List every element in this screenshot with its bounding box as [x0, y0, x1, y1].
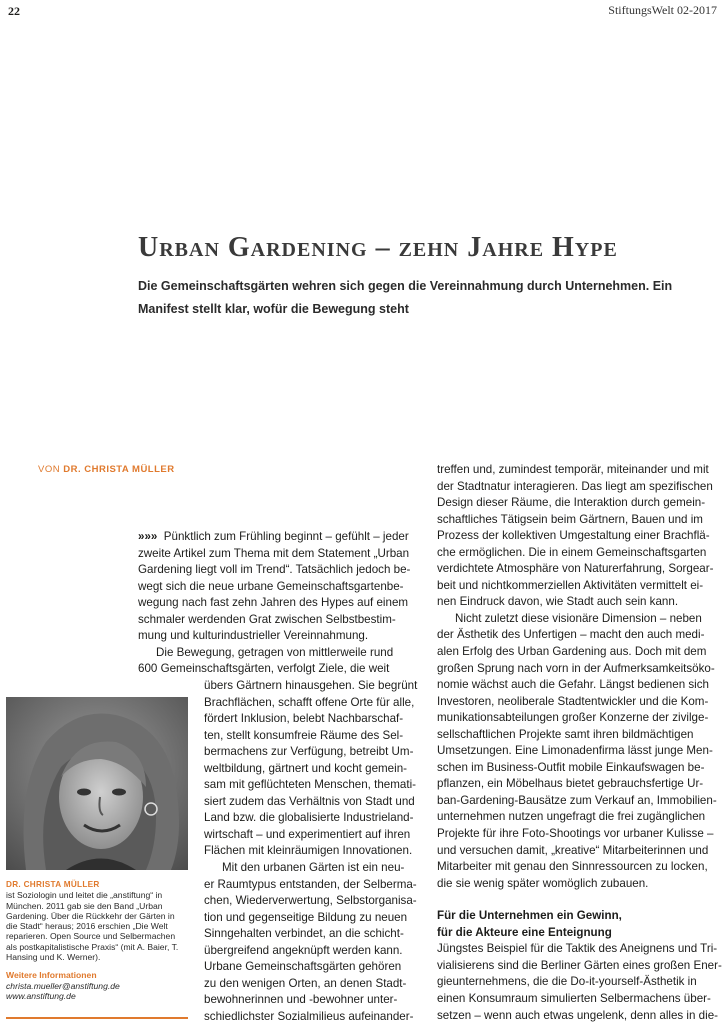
running-head: StiftungsWelt 02-2017: [608, 3, 717, 17]
author-bio: [6, 880, 188, 1001]
column-b: [437, 462, 722, 1024]
text-line: alen Erfolg des Urban Gardening aus. Doch mit dem: [437, 645, 707, 659]
text-line: Brachflächen, schafft offene Orte für alle,: [204, 695, 415, 709]
text-line: wirtschaft – und experimentiert auf ihren: [204, 827, 411, 841]
text-line: weltbildung, gärtnert und kocht gemein-: [204, 761, 408, 775]
text-line: nomie wächst auch die Gefahr. Längst bedienen sich: [437, 678, 709, 692]
text-line: übers Gärtnern hinausgehen. Sie begrünt: [204, 679, 418, 692]
text-line: Gardening liegt voll im Trend“. Tatsächlich jedoch be-: [138, 563, 411, 577]
column-a-top: [138, 529, 421, 678]
text-line: großen Sprung nach vorn in der Aufmerksamkeitsöko-: [437, 661, 715, 675]
text-line: bermachens zur Verfügung, betreibt Um-: [204, 745, 414, 759]
text-line: munikationsabteilungen großer Konzerne der zivilge-: [437, 711, 709, 725]
text-line: ten, stellt konsumfreie Räume des Sel-: [204, 728, 404, 742]
text-line: tion und gegenseitige Bildung zu neuen: [204, 910, 408, 924]
text-line: er Raumtypus entstanden, der Selberma-: [204, 877, 417, 891]
text-line: Umsetzungen. Eine Limonadenfirma lässt junge Men-: [437, 744, 713, 758]
text-line: schaftliches Tätigsein beim Gärtnern, Bauen und im: [437, 512, 703, 526]
article-title: Urban Gardening – zehn Jahre Hype: [138, 232, 618, 263]
text-line: unternehmen nutzen ungefragt die frei zugänglichen: [437, 810, 706, 824]
text-line: Design dieser Räume, die Interaktion durch gemein-: [437, 496, 706, 510]
text-line: Urbane Gemeinschaftsgärten gehören: [204, 960, 402, 974]
text-line: der Ästhetik des Unfertigen – macht den auch medi-: [437, 628, 705, 642]
text-line: einen Konsumraum simulierten Selbermachens über-: [437, 991, 711, 1005]
text-line: ban-Gardening-Bausätze zum Verkauf an, Immobilien-: [437, 793, 717, 807]
text-line: bewohnerinnen und -bewohner unter-: [204, 993, 398, 1007]
text-line: sam mit geflüchteten Menschen, themati-: [204, 778, 417, 792]
text-line: Flächen mit kleinräumigen Innovationen.: [204, 844, 413, 858]
text-line: zu den wenigen Orten, an denen Stadt-: [204, 976, 407, 990]
author-portrait-image: [6, 697, 188, 870]
text-line: Sinngehalten verbindet, an die schicht-: [204, 927, 404, 941]
text-line: siert zudem das Verhältnis von Stadt und: [204, 794, 415, 808]
text-line: zweite Artikel zum Thema mit dem Statement „Urban: [138, 546, 410, 560]
more-info-label: Weitere Informationen: [6, 970, 97, 981]
text-line: Investoren, neoliberale Stadtentwickler und die Kom-: [437, 694, 709, 708]
column-a-narrow: [204, 678, 421, 1024]
text-line: vialisierens sind die Berliner Gärten eines großen Ener-: [437, 958, 722, 972]
text-line: Mitarbeiter mit genau den Sinnressourcen zu locken,: [437, 860, 708, 874]
bio-divider: [6, 1017, 188, 1019]
email-link[interactable]: christa.mueller@anstiftung.de: [6, 980, 120, 991]
text-line: che ermöglichen. Die in einem Gemeinschaftsgarten: [437, 545, 707, 559]
text-line: Jüngstes Beispiel für die Taktik des Aneignens und Tri-: [437, 942, 718, 956]
text-line: Land bzw. die globalisierte Industrieland-: [204, 811, 414, 825]
text-line: 600 Gemeinschaftsgärten, verfolgt Ziele, die weit: [138, 662, 390, 676]
text-line: wegt sich die neue urbane Gemeinschaftsgartenbe-: [138, 579, 404, 593]
text-line: verdichtete Atmosphäre von Naturerfahrung, Sorgear-: [437, 562, 714, 576]
text-line: schmaler werdenden Grat zwischen Selbstbestim-: [138, 612, 396, 626]
byline-author: DR. CHRISTA MÜLLER: [63, 464, 175, 475]
text-line: übergreifend angeknüpft werden kann.: [204, 943, 403, 957]
author-photo: [6, 697, 188, 870]
text-line: schiedlichster Sozialmilieus aufeinander-: [204, 1009, 414, 1023]
text-line: wegung nach fast zehn Jahren des Hypes auf einem: [138, 596, 409, 610]
text-line: nen Eindruck davon, wie Stadt auch sein kann.: [437, 595, 679, 609]
byline-prefix: VON: [38, 464, 61, 475]
text-line: und versuchen damit, „kreative“ Mitarbeiterinnen und: [437, 843, 709, 857]
text-line: sellschaftlichen Projekte samt ihren bildmächtigen: [437, 727, 694, 741]
article-subtitle: Die Gemeinschaftsgärten wehren sich gegen die Vereinnahmung durch Unternehmen. Ein Manifest stellt klar, wofür die Bewegung steht: [138, 279, 673, 316]
text-line: Prozess der kollektiven Umgestaltung einer Brachflä-: [437, 529, 710, 543]
text-line: pflanzen, ein Möbelhaus bietet gebrauchsfertige Ur-: [437, 777, 704, 791]
section-heading: Für die Unternehmen ein Gewinn,: [437, 909, 622, 923]
bio-text: ist Soziologin und leitet die „anstiftung“ in München. 2011 gab sie den Band „Urban Gardening. Über die Rückkehr der Gärten in die Stadt“ heraus; 2016 erschien „Die Welt reparieren. Open Source und Selbermachen als postkapitalistische Praxis“ (mit A. Baier, T. Hansing und K. Werner).: [6, 890, 179, 963]
text-line: die sie wenig später womöglich zubauen.: [437, 876, 649, 890]
text-line: »»» Pünktlich zum Frühling beginnt – gefühlt – jeder: [138, 530, 409, 543]
bio-name: DR. CHRISTA MÜLLER: [6, 880, 100, 889]
section-heading: für die Akteure eine Enteignung: [437, 925, 612, 939]
text-line: Mit den urbanen Gärten ist ein neu-: [222, 861, 405, 875]
intro-marker: »»»: [138, 530, 158, 543]
text-line: Projekte für ihre Foto-Shootings vor urbaner Kulisse –: [437, 827, 714, 841]
text-line: mung und kulturindustrieller Vereinnahmung.: [138, 629, 369, 643]
blank-line: [437, 892, 717, 908]
text-line: chen, Wiederverwertung, Selbstorganisa-: [204, 894, 417, 908]
byline: [38, 464, 175, 475]
text-line: gieunternehmens, die die Do-it-yourself-Ästhetik in: [437, 975, 697, 989]
text-line: Nicht zuletzt diese visionäre Dimension – neben: [455, 611, 702, 625]
text-line: fördert Inklusion, belebt Nachbarschaf-: [204, 712, 404, 726]
text-line: der Stadtnatur interagieren. Das liegt am spezifischen: [437, 479, 713, 493]
text-line: treffen und, zumindest temporär, miteinander und mit: [437, 463, 709, 476]
text-line: Die Bewegung, getragen von mittlerweile rund: [156, 645, 394, 659]
page-number: 22: [8, 4, 20, 18]
website-link[interactable]: www.anstiftung.de: [6, 990, 76, 1001]
text-line: beit und nichtkommerziellen Aktivitäten vermittelt ei-: [437, 578, 704, 592]
text-line: schen im Business-Outfit mobile Einkaufswagen be-: [437, 760, 705, 774]
text-line: setzen – wenn auch etwas ungelenk, denn alles in die-: [437, 1008, 719, 1022]
